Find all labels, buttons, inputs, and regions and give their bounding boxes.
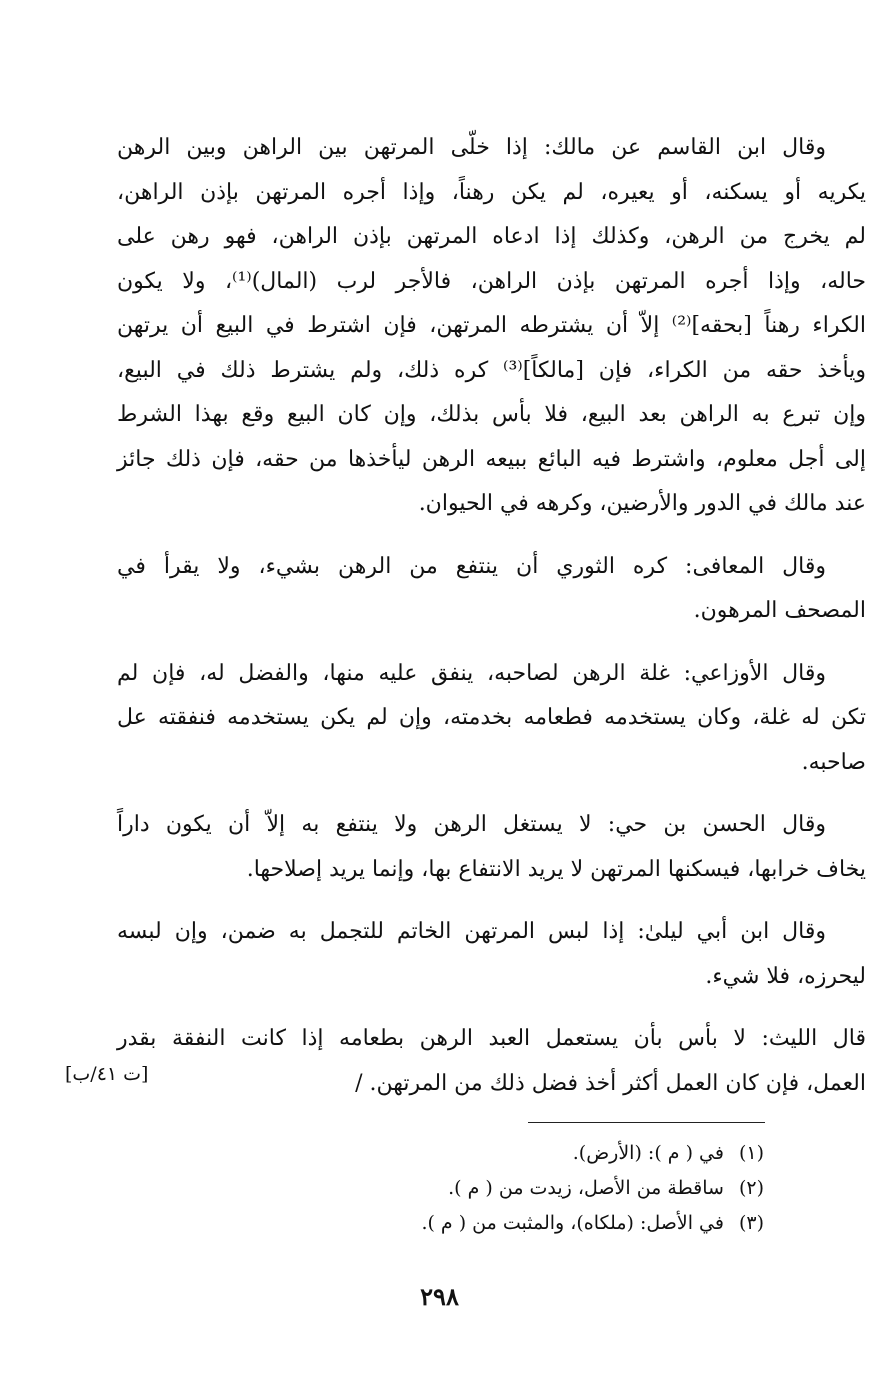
text-line: صاحبه. [801, 749, 866, 775]
page-number: ٢٩٨ [420, 1282, 459, 1311]
main-text [0, 126, 879, 1124]
footnote-separator [528, 1122, 765, 1123]
footnote-text: في ( م ): (الأرض). [572, 1142, 724, 1164]
text-line: وقال الحسن بن حي: لا يستغل الرهن ولا ينتفع به إلاّ أن يكون داراً [117, 812, 826, 837]
text-line: وقال ابن القاسم عن مالك: إذا خلّى المرتهن بين الراهن وبين الرهن [117, 135, 826, 160]
text-line: وقال ابن أبي ليلىٰ: إذا لبس المرتهن الخاتم للتجمل به ضمن، وإن لبسه [117, 919, 826, 944]
text-line: وإن تبرع به الراهن بعد البيع، فلا بأس بذلك، وإن كان البيع وقع بهذا الشرط [117, 402, 866, 427]
text-line: قال الليث: لا بأس بأن يستعمل العبد الرهن بطعامه إذا كانت النفقة بقدر [117, 1026, 866, 1051]
paragraph-al-muafa [117, 545, 866, 634]
text-line: ليحرزه، فلا شيء. [705, 963, 866, 989]
text-line: عند مالك في الدور والأرضين، وكرهه في الحيوان. [418, 491, 866, 516]
text-line: وقال الأوزاعي: غلة الرهن لصاحبه، ينفق عليه منها، والفضل له، فإن لم [117, 660, 826, 686]
text-line: حاله، وإذا أجره المرتهن بإذن الراهن، فالأجر لرب (المال)⁽¹⁾، ولا يكون [117, 268, 866, 294]
paragraph-al-hasan-bin-hayy [117, 803, 866, 892]
paragraph-al-awzai [117, 652, 866, 786]
text-line: لم يخرج من الرهن، وكذلك إذا ادعاه المرتهن بإذن الراهن، فهو رهن على [117, 224, 866, 249]
paragraph-al-layth [65, 1017, 866, 1106]
footnotes [164, 1136, 764, 1241]
footnote [164, 1206, 764, 1241]
text-line: يخاف خرابها، فيسكنها المرتهن لا يريد الانتفاع بها، وإنما يريد إصلاحها. [246, 856, 866, 882]
text-line: الكراء رهناً [بحقه]⁽²⁾ إلاّ أن يشترطه المرتهن، فإن اشترط في البيع أن يرتهن [117, 313, 866, 338]
paragraph-ibn-abi-layla [117, 910, 866, 999]
text-line: إلى أجل معلوم، واشترط فيه البائع ببيعه الرهن ليأخذها من حقه، فإن ذلك جائز [117, 446, 866, 472]
text-line: وقال المعافى: كره الثوري أن ينتفع من الرهن بشيء، ولا يقرأ في [117, 553, 826, 579]
text-line: يكريه أو يسكنه، أو يعيره، لم يكن رهناً، وإذا أجره المرتهن بإذن الراهن، [117, 179, 866, 205]
footnote-number: (٢) [738, 1177, 764, 1199]
footnote [164, 1171, 764, 1206]
text-line: تكن له غلة، وكان يستخدمه فطعامه بخدمته، وإن لم يكن يستخدمه فنفقته عل [117, 705, 866, 730]
footnote-text: في الأصل: (ملكاه)، والمثبت من ( م ). [421, 1212, 724, 1234]
footnote [164, 1136, 764, 1171]
text-line: العمل، فإن كان العمل أكثر أخذ فضل ذلك من المرتهن. / [355, 1070, 866, 1096]
text-line: المصحف المرهون. [693, 598, 866, 623]
manuscript-folio-marker: [ت ٤١/ب] [65, 1063, 149, 1085]
footnote-number: (١) [738, 1142, 764, 1164]
footnote-number: (٣) [738, 1212, 764, 1234]
footnote-text: ساقطة من الأصل، زيدت من ( م ). [448, 1177, 724, 1199]
text-line: ويأخذ حقه من الكراء، فإن [مالكاً]⁽³⁾ كره ذلك، ولم يشترط ذلك في البيع، [117, 357, 866, 383]
paragraph-ibn-al-qasim [117, 126, 866, 527]
